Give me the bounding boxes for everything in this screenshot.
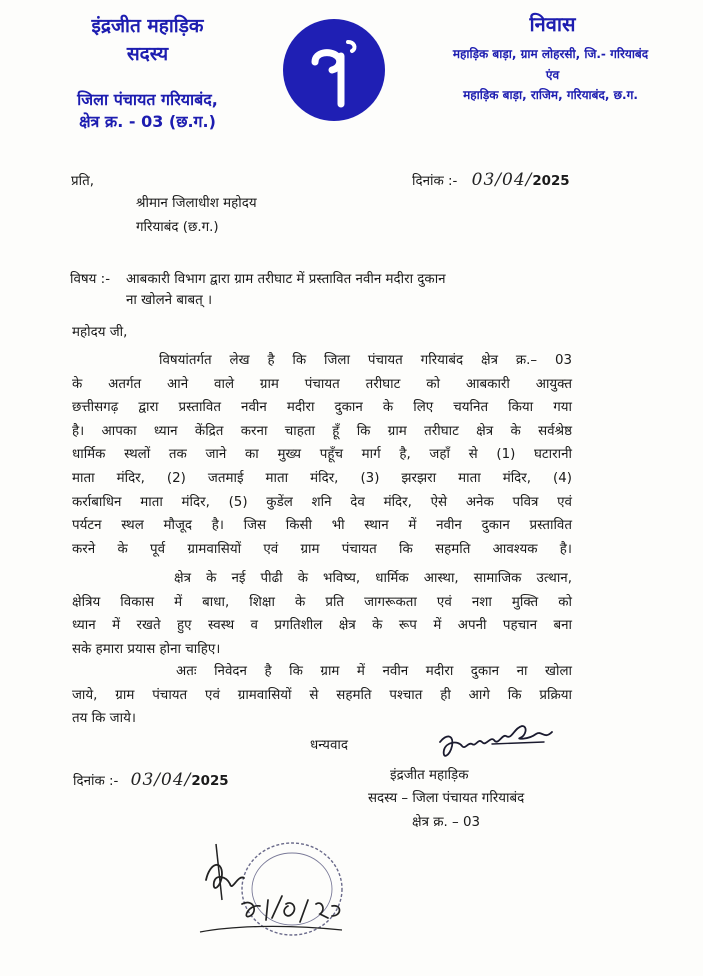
residence-and: एंव (545, 68, 560, 82)
body-paragraph-2 (72, 567, 572, 661)
signatory-name: इंद्रजीत महाड़िक (390, 768, 469, 783)
letterhead-role: सदस्य (126, 43, 169, 65)
subject-label: विषय :- (70, 272, 111, 287)
paragraph-line: तय कि जाये। (72, 711, 136, 727)
paragraph-line: के अतर्गत आने वाले ग्राम पंचायत तरीघाट को आबकारी आयुक्त (72, 376, 572, 392)
salutation: महोदय जी, (72, 325, 128, 340)
paragraph-line: छत्तीसगढ़ द्वारा प्रस्तावित नवीन मदीरा दुकान के लिए चयनित किया गया (72, 400, 572, 416)
recipient-place: गरियाबंद (छ.ग.) (136, 220, 219, 235)
paragraph-line: सके हमारा प्रयास होना चाहिए। (72, 641, 221, 657)
signatory-area: क्षेत्र क्र. – 03 (412, 815, 481, 830)
paragraph-line: ध्यान में रखते हुए स्वस्थ व प्रगतिशील क्षेत्र के रूप में अपनी पहचान बना (72, 618, 572, 634)
date-top (412, 170, 570, 190)
letterhead-name: इंद्रजीत महाड़िक (91, 15, 204, 37)
closing-thanks: धन्यवाद (310, 738, 348, 753)
paragraph-line: अतः निवेदन है कि ग्राम में नवीन मदीरा दुकान ना खोला (176, 664, 572, 679)
date-bottom-handwritten: 03/04/ (130, 770, 192, 790)
paragraph-line: कर्राबाधिन माता मंदिर, (5) कुडेंल शनि देव मंदिर, ऐसे अनेक पवित्र एवं (72, 494, 572, 510)
paragraph-line: विषयांतर्गत लेख है कि जिला पंचायत गरियाबंद क्षेत्र क्र.– 03 (159, 353, 572, 368)
paragraph-line: जाये, ग्राम पंचायत एवं ग्रामवासियों से सहमति पश्चात ही आगे कि प्रक्रिया (72, 687, 572, 703)
date-bottom (73, 770, 229, 790)
date-bottom-year: 2025 (191, 774, 229, 789)
subject-line-2: ना खोलने बाबत् । (126, 293, 213, 308)
letterhead-area: क्षेत्र क्र. - 03 (छ.ग.) (79, 112, 216, 131)
paragraph-line: क्षेत्रिय विकास में बाधा, शिक्षा के प्रति जागरूकता एवं नशा मुक्ति को (72, 594, 572, 610)
recipient-to: प्रति, (71, 174, 94, 189)
paragraph-line: करने के पूर्व ग्रामवासियों एवं ग्राम पंचायत कि सहमति आवश्यक है। (72, 541, 572, 557)
subject-line-1: आबकारी विभाग द्वारा ग्राम तरीघाट में प्रस्तावित नवीन मदीरा दुकान (126, 272, 446, 287)
body-paragraph-1 (72, 349, 572, 561)
residence-address-1: महाड़िक बाड़ा, ग्राम लोहरसी, जि.- गरियाबंद (452, 47, 649, 61)
date-top-label: दिनांक :- (412, 174, 458, 189)
date-bottom-label: दिनांक :- (73, 774, 119, 789)
paragraph-line: माता मंदिर, (2) जतमाई माता मंदिर, (3) झरझरा माता मंदिर, (4) (72, 470, 572, 486)
received-stamp-icon (192, 834, 362, 944)
paragraph-line: क्षेत्र के नई पीढी के भविष्य, धार्मिक आस्था, सामाजिक उत्थान, (174, 571, 572, 586)
residence-title: निवास (529, 12, 576, 36)
party-logo-icon (282, 18, 386, 122)
signatory-designation: सदस्य – जिला पंचायत गरियाबंद (368, 791, 525, 806)
letterhead-district: जिला पंचायत गरियाबंद, (77, 90, 218, 109)
date-top-handwritten: 03/04/ (471, 170, 533, 190)
recipient-name: श्रीमान जिलाधीश महोदय (136, 196, 257, 211)
residence-address-2: महाड़िक बाड़ा, राजिम, गरियाबंद, छ.ग. (463, 88, 638, 102)
paragraph-line: धार्मिक स्थलों तक जाने का मुख्य पहूँच मार्ग है, जहाँ से (1) घटारानी (72, 447, 572, 463)
paragraph-line: पर्यटन स्थल मौजूद है। जिस किसी भी स्थान में नवीन दुकान प्रस्तावित (72, 518, 572, 534)
signature-icon (432, 720, 562, 768)
paragraph-line: है। आपका ध्यान केंद्रित करना चाहता हूँ कि ग्राम तरीघाट क्षेत्र के सर्वश्रेष्ठ (72, 423, 572, 439)
date-top-year: 2025 (532, 174, 570, 189)
